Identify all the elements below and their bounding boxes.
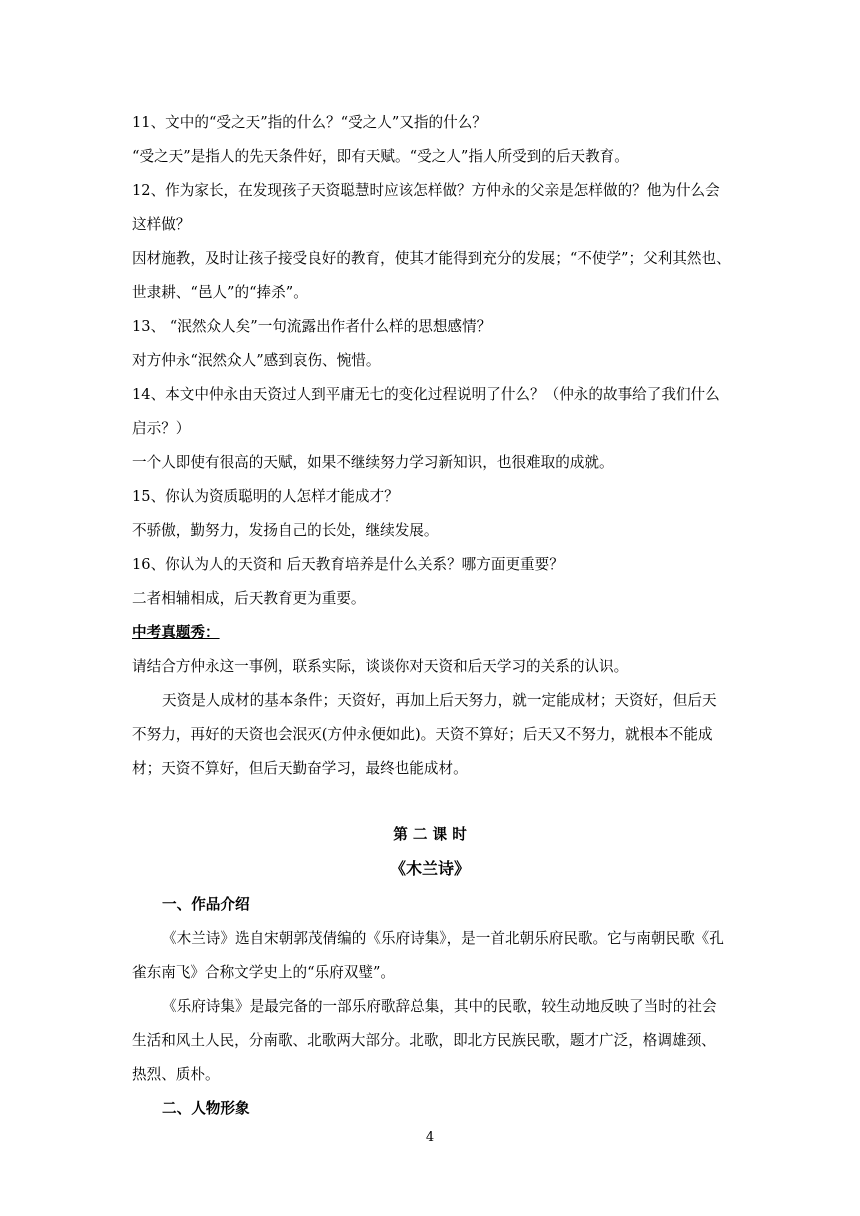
answer-11: “受之天”是指人的先天条件好，即有天赋。“受之人”指人所受到的后天教育。 (132, 148, 629, 165)
exam-heading: 中考真题秀： (132, 624, 220, 641)
question-12-line1: 12、作为家长，在发现孩子天资聪慧时应该怎样做？方仲永的父亲是怎样做的？他为什么会 (132, 182, 720, 199)
section2-heading: 二、人物形象 (162, 1100, 250, 1117)
section1-para2-line2: 生活和风土人民，分南歌、北歌两大部分。北歌，即北方民族民歌，题才广泛，格调雄颈、 (132, 1032, 716, 1049)
question-14-line2: 启示？） (132, 420, 191, 437)
answer-12-line1: 因材施教，及时让孩子接受良好的教育，使其才能得到充分的发展；“不使学”；父利其然也、 (132, 250, 731, 267)
question-15: 15、你认为资质聪明的人怎样才能成才？ (132, 488, 399, 505)
poem-title: 《木兰诗》 (389, 859, 470, 878)
lesson-title: 第 二 课 时 (393, 826, 467, 843)
section1-para1-line2: 雀东南飞》合称文学史上的“乐府双璧”。 (132, 964, 396, 981)
question-16: 16、你认为人的天资和 后天教育培养是什么关系？哪方面更重要？ (132, 556, 564, 573)
question-11: 11、文中的“受之天”指的什么？“受之人”又指的什么？ (132, 114, 487, 131)
question-13: 13、 “泯然众人矣”一句流露出作者什么样的思想感情？ (132, 318, 492, 335)
exam-question: 请结合方仲永这一事例，联系实际，谈谈你对天资和后天学习的关系的认识。 (132, 658, 629, 675)
question-14-line1: 14、本文中仲永由天资过人到平庸无七的变化过程说明了什么？（仲永的故事给了我们什么 (132, 386, 720, 403)
section1-para2-line3: 热烈、质朴。 (132, 1066, 220, 1083)
section1-heading: 一、作品介绍 (162, 896, 250, 913)
page-number: 4 (425, 1130, 435, 1145)
exam-answer-line1: 天资是人成材的基本条件；天资好，再加上后天努力，就一定能成材；天资好，但后天 (162, 692, 717, 709)
answer-13: 对方仲永“泯然众人”感到哀伤、惋惜。 (132, 352, 381, 369)
answer-16: 二者相辅相成，后天教育更为重要。 (132, 590, 366, 607)
question-12-line2: 这样做？ (132, 216, 191, 233)
answer-14: 一个人即使有很高的天赋，如果不继续努力学习新知识，也很难取的成就。 (132, 454, 614, 471)
section1-para1-line1: 《木兰诗》选自宋朝郭茂倩编的《乐府诗集》，是一首北朝乐府民歌。它与南朝民歌《孔 (162, 930, 724, 947)
answer-15: 不骄傲，勤努力，发扬自己的长处，继续发展。 (132, 522, 439, 539)
exam-answer-line3: 材；天资不算好，但后天勤奋学习，最终也能成材。 (132, 760, 468, 777)
section1-para2-line1: 《乐府诗集》是最完备的一部乐府歌辞总集，其中的民歌，较生动地反映了当时的社会 (162, 998, 717, 1015)
answer-12-line2: 世隶耕、“邑人”的“捧杀”。 (132, 284, 308, 301)
exam-answer-line2: 不努力，再好的天资也会泯灭(方仲永便如此)。天资不算好；后天又不努力，就根本不能成 (132, 726, 713, 743)
